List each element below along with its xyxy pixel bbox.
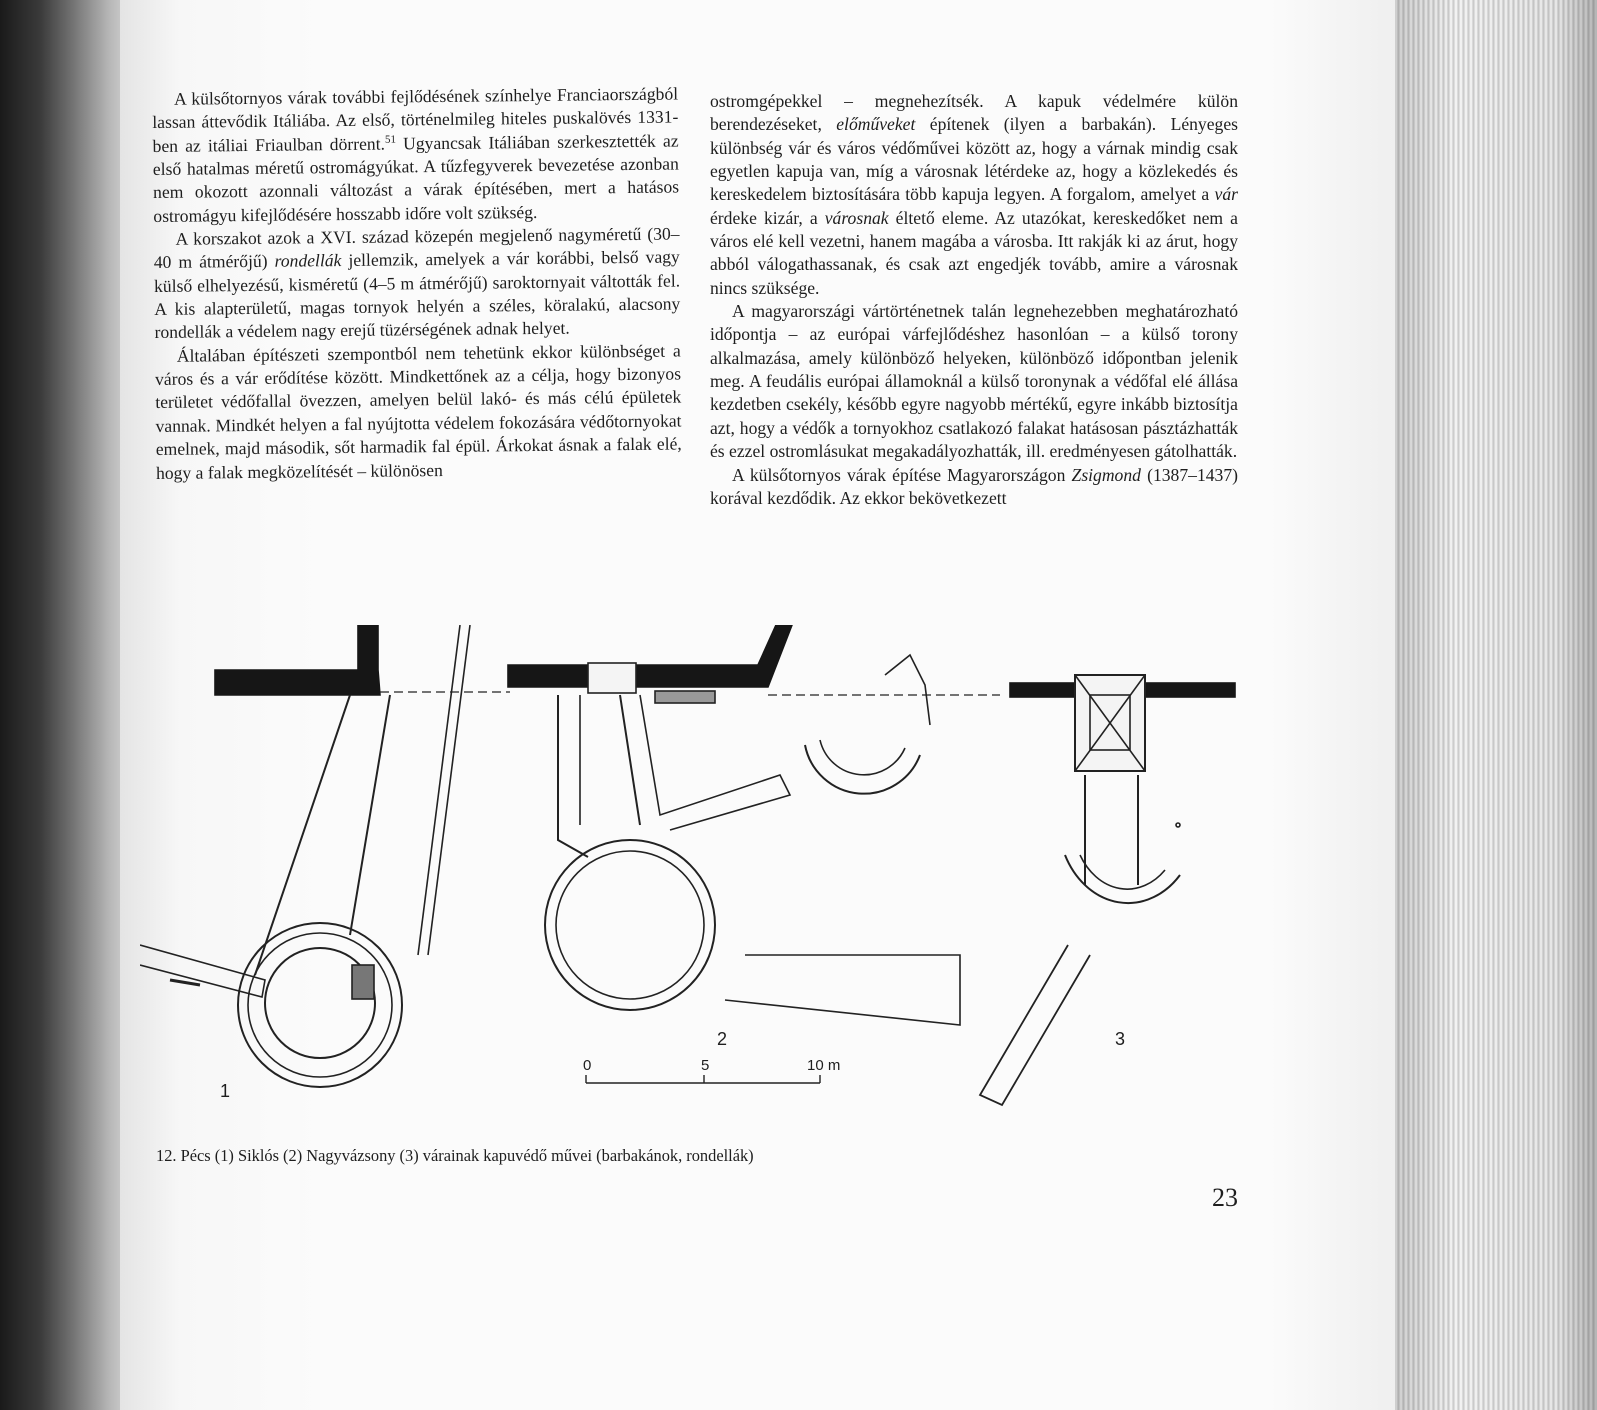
- paragraph-2-text-a: A korszakot azok a XVI. század közepén megjelenő nagyméretű (30–40 m átmérőjű): [153, 223, 680, 273]
- plan-2-hatched-block: [655, 691, 715, 703]
- paragraph-4-text-d: éltető eleme. Az utazókat, kereskedőket nem a város elé kell vezetni, hanem magába a városba. Itt rakják ki az árut, hogy abból válogathassanak, és csak azt engedjék tovább, amire a városnak nincs szüksége.: [710, 207, 1238, 298]
- plan-1-stair: [352, 965, 374, 999]
- paragraph-4-emphasis-2: vár: [1214, 184, 1238, 205]
- plan-3-passage: [980, 945, 1090, 1105]
- figure-caption: [156, 1146, 754, 1166]
- figure-number: 12.: [156, 1146, 177, 1165]
- plan-1-rondella-inner: [248, 933, 392, 1077]
- plan-2-wall-arm: [725, 955, 960, 1025]
- paragraph-4-text-b: építenek (ilyen a barbakán). Lényeges különbség vár és város védőművei között az, hogy a várnak mindig csak egyetlen kapuja van, míg a városnak létérdeke az, hogy a közlekedés és kereskedelem biztosítására több kapuja legyen. A forgalom, amelyet a: [710, 114, 1238, 205]
- paragraph-2-text-b: jellemzik, amelyek a vár korábbi, belső vagy külső elhelyezésű, kisméretű (4–5 m átmérőjű) saroktornyait váltották fel. A kis alapterületű, magas tornyok helyén a széles, köralakú, alacsony rondellák a védelem nagy erejű tüzérségének adnak helyet.: [153, 246, 681, 343]
- paragraph-3: Általában építészeti szempontból nem tehetünk ekkor különbséget a város és a vár erődítése között. Mindkettőnek az a célja, hogy bizonyos területet védőfallal övezzen, amelyen belül lakó- és más célú épületek vannak. Mindkét helyen a fal nyújtotta védelem fokozására védőtornyokat emelnek, majd második, sőt harmadik fal épül. Árkokat ásnak a falak elé, hogy a falak megközelítését – különösen: [154, 340, 682, 483]
- plan-2-bastion-arc-inner: [820, 740, 905, 775]
- figure-label-2: 2: [717, 1029, 728, 1049]
- scale-label-0: 0: [583, 1057, 592, 1074]
- paragraph-2: [153, 223, 680, 345]
- footnote-ref: 51: [384, 133, 396, 146]
- plan-1-wall: [215, 625, 380, 695]
- page-edges-shade: [1395, 0, 1597, 1410]
- paragraph-4-text-a: ostromgépekkel – megnehezítsék. A kapuk védelmére külön berendezéseket,: [710, 91, 1238, 135]
- plan-2-rondella-outer: [545, 840, 715, 1010]
- plan-3-horseshoe-inner: [1080, 855, 1165, 889]
- plan-2-rondella-inner: [556, 851, 704, 999]
- paragraph-1: [152, 82, 679, 228]
- castle-gate-plans-figure: [140, 625, 1250, 1130]
- figure-label-1: 1: [220, 1081, 231, 1101]
- left-text-column: [152, 82, 682, 484]
- plan-1-passage-left: [255, 695, 350, 975]
- plan-1-passage-right: [350, 695, 390, 935]
- paragraph-4-emphasis-3: városnak: [824, 207, 889, 228]
- paragraph-4-emphasis-1: előműveket: [836, 114, 916, 135]
- plan-3-nagyvazsony: [980, 675, 1235, 1105]
- paragraph-4-text-c: érdeke kizár, a: [710, 207, 825, 228]
- page-number: 23: [1212, 1183, 1238, 1212]
- plan-1-road-line-b: [428, 625, 470, 955]
- figure-caption-text: Pécs (1) Siklós (2) Nagyvázsony (3) várainak kapuvédő művei (barbakánok, rondellák): [176, 1146, 754, 1165]
- plan-2-side-wall: [640, 695, 790, 830]
- figure-label-3: 3: [1115, 1029, 1126, 1049]
- paragraph-6-text-b: (1387–1437) korával kezdődik. Az ekkor bekövetkezett: [710, 464, 1238, 508]
- scale-bar: [586, 1075, 820, 1083]
- plan-2-siklos: [508, 625, 1000, 1025]
- scale-label-5: 5: [701, 1057, 710, 1074]
- scale-label-10: 10 m: [807, 1057, 841, 1074]
- plan-3-horseshoe-outer: [1065, 855, 1180, 903]
- plan-1-arrow: [170, 980, 200, 985]
- paragraph-5: A magyarországi vártörténetnek talán legnehezebben meghatározható időpontja – az európai várfejlődéshez hasonlóan – a külső torony alkalmazása, amely különböző helyeken, különböző időpontban jelenik meg. A feudális európai államoknál a külső toronynak a védőfal elé állása kezdetben csekély, később egyre nagyobb mértékű, egyre inkább biztosítja azt, hogy a védők a tornyokhoz csatlakozó falakat hatásosan pásztázhatták és ezzel ostromlásukat megakadályozhatták, ill. eredményesen gátolhatták.: [710, 301, 1238, 462]
- paragraph-1-text: A külsőtornyos várak további fejlődésének színhelye Franciaországból lassan áttevődik Itáliába. Az első, történelmileg hiteles puskalövés 1331-ben az itáliai Friaulban dörrent.: [152, 83, 679, 156]
- plan-2-bastion-top: [885, 655, 930, 725]
- paragraph-6-text-a: A külsőtornyos várak építése Magyarországon: [732, 464, 1072, 485]
- paragraph-2-emphasis: rondellák: [274, 250, 342, 272]
- plan-1-pecs: [140, 625, 510, 1087]
- right-text-column: [710, 90, 1238, 510]
- plan-2-barbican-right: [620, 695, 640, 825]
- plan-2-wall: [508, 625, 792, 687]
- plan-3-dot-column: [1176, 823, 1180, 827]
- plan-2-gate: [588, 663, 636, 693]
- plan-2-barbican-left: [558, 695, 588, 857]
- paragraph-1-rest: Ugyancsak Itáliában szerkesztették az első hatalmas méretű ostromágyúkat. A tűzfegyverek bevezetése azonban nem okozott azonnali változást a várak építésében, mert a hatásos ostromágyu kifejlődésére hosszabb időre volt szükség.: [152, 130, 680, 226]
- paragraph-6: [710, 464, 1238, 511]
- paragraph-6-emphasis: Zsigmond: [1071, 464, 1141, 485]
- paragraph-4: [710, 90, 1238, 300]
- plan-1-road-line-a: [418, 625, 460, 955]
